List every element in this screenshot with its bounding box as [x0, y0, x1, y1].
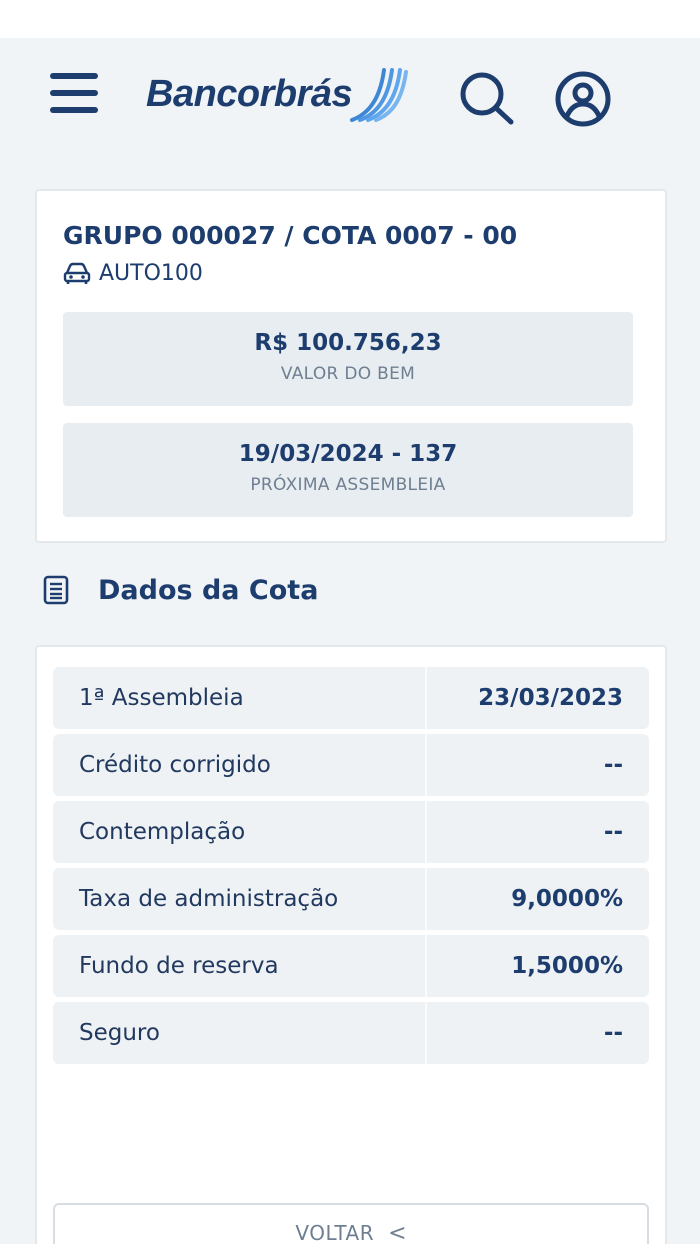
next-meeting-box [63, 423, 633, 517]
logo-text: Bancorbrás [146, 72, 353, 115]
quota-summary-card [35, 189, 667, 543]
search-button[interactable] [458, 70, 518, 126]
logo-stripes-icon [346, 64, 408, 124]
plan-name: AUTO100 [99, 261, 203, 286]
detail-row-first-meeting [53, 667, 649, 729]
section-title: Dados da Cota [98, 574, 319, 606]
bancorbras-logo[interactable] [146, 62, 408, 126]
quota-details-card [35, 645, 667, 1244]
next-meeting-value: 19/03/2024 - 137 [238, 441, 458, 467]
detail-label: Contemplação [79, 819, 246, 845]
menu-icon-bar [50, 73, 98, 79]
detail-value: -- [603, 1020, 623, 1046]
car-icon [63, 262, 91, 286]
detail-row-insurance [53, 1002, 649, 1064]
menu-button[interactable] [50, 73, 100, 117]
chevron-left-icon: < [388, 1220, 407, 1244]
user-icon [554, 70, 612, 128]
detail-label: 1ª Assembleia [79, 685, 244, 711]
quota-title: GRUPO 000027 / COTA 0007 - 00 [63, 221, 518, 250]
detail-row-reserve-fund [53, 935, 649, 997]
status-bar [0, 0, 700, 38]
asset-value-box [63, 312, 633, 406]
detail-row-admin-fee [53, 868, 649, 930]
profile-button[interactable] [554, 70, 612, 128]
menu-icon-bar [50, 90, 98, 96]
detail-value: 9,0000% [511, 886, 623, 912]
asset-value-label: VALOR DO BEM [280, 364, 416, 384]
detail-label: Taxa de administração [79, 886, 339, 912]
detail-value: 23/03/2023 [478, 685, 623, 711]
detail-value: -- [603, 819, 623, 845]
detail-value: 1,5000% [511, 953, 623, 979]
asset-value: R$ 100.756,23 [254, 330, 442, 356]
back-button[interactable] [53, 1203, 649, 1244]
back-button-label: VOLTAR [295, 1221, 375, 1244]
detail-label: Crédito corrigido [79, 752, 271, 778]
search-icon [458, 70, 518, 126]
detail-label: Fundo de reserva [79, 953, 279, 979]
details-list [53, 667, 649, 1069]
plan-line [63, 261, 203, 286]
menu-icon-bar [50, 107, 98, 113]
section-heading [40, 574, 318, 606]
detail-label: Seguro [79, 1020, 160, 1046]
detail-row-corrected-credit [53, 734, 649, 796]
next-meeting-label: PRÓXIMA ASSEMBLEIA [250, 475, 446, 495]
app-header [0, 38, 700, 158]
detail-row-contemplation [53, 801, 649, 863]
document-icon [40, 574, 72, 606]
detail-value: -- [603, 752, 623, 778]
